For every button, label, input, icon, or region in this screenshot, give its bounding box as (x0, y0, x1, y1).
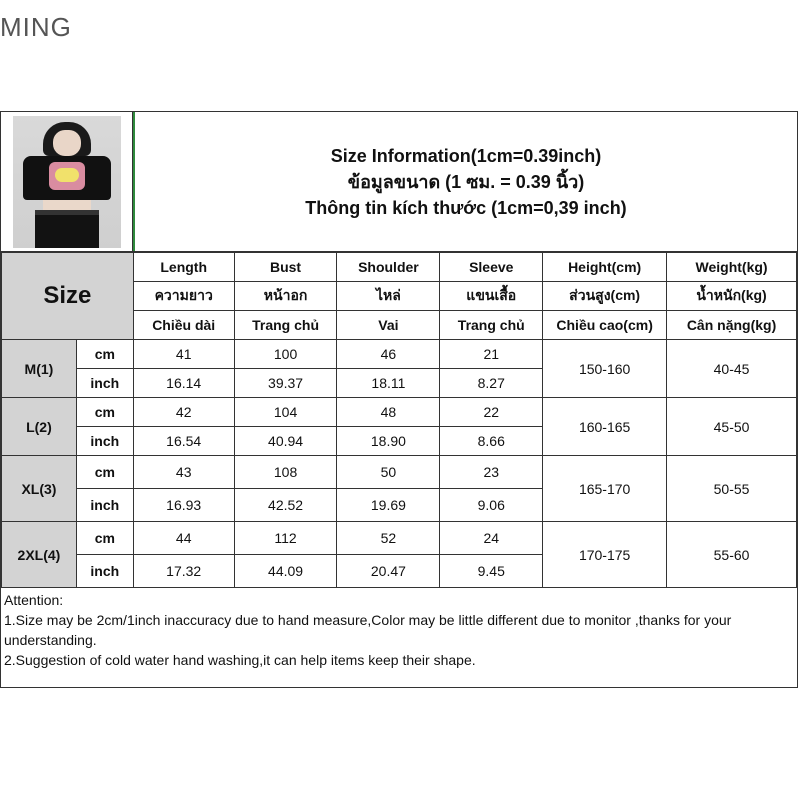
value-sleeve-inch: 8.27 (440, 369, 543, 398)
value-weight: 50-55 (667, 456, 797, 522)
col-header-sleeve-th: แขนเสื้อ (440, 282, 543, 311)
value-length-inch: 16.54 (133, 427, 234, 456)
value-length-cm: 42 (133, 398, 234, 427)
size-table (1, 252, 797, 588)
product-photo (13, 116, 121, 248)
size-header: Size (2, 253, 134, 340)
col-header-bust-vi: Trang chủ (234, 311, 337, 340)
value-height: 170-175 (543, 522, 667, 588)
value-bust-inch: 44.09 (234, 555, 337, 588)
attention-line-2: 2.Suggestion of cold water hand washing,it can help items keep their shape. (4, 652, 476, 668)
attention-line-1: 1.Size may be 2cm/1inch inaccuracy due to hand measure,Color may be little different due to monitor ,thanks for your understanding. (4, 612, 732, 648)
col-header-height-th: ส่วนสูง(cm) (543, 282, 667, 311)
value-sleeve-cm: 24 (440, 522, 543, 555)
col-header-shoulder-vi: Vai (337, 311, 440, 340)
value-bust-cm: 100 (234, 340, 337, 369)
unit-cm: cm (76, 340, 133, 369)
value-height: 150-160 (543, 340, 667, 398)
col-header-bust-en: Bust (234, 253, 337, 282)
value-length-inch: 16.93 (133, 489, 234, 522)
value-sleeve-cm: 21 (440, 340, 543, 369)
info-header (1, 112, 797, 252)
size-info-title (135, 112, 797, 251)
col-header-height-en: Height(cm) (543, 253, 667, 282)
size-label-2xl: 2XL(4) (2, 522, 77, 588)
value-height: 165-170 (543, 456, 667, 522)
value-sleeve-inch: 9.06 (440, 489, 543, 522)
unit-inch: inch (76, 489, 133, 522)
unit-inch: inch (76, 555, 133, 588)
value-bust-inch: 42.52 (234, 489, 337, 522)
value-bust-cm: 104 (234, 398, 337, 427)
value-height: 160-165 (543, 398, 667, 456)
value-shoulder-cm: 52 (337, 522, 440, 555)
value-shoulder-cm: 48 (337, 398, 440, 427)
value-shoulder-cm: 50 (337, 456, 440, 489)
unit-inch: inch (76, 369, 133, 398)
value-length-inch: 17.32 (133, 555, 234, 588)
value-bust-cm: 112 (234, 522, 337, 555)
value-weight: 45-50 (667, 398, 797, 456)
value-sleeve-inch: 9.45 (440, 555, 543, 588)
col-header-weight-vi: Cân nặng(kg) (667, 311, 797, 340)
col-header-length-vi: Chiều dài (133, 311, 234, 340)
info-line-en: Size Information(1cm=0.39inch) (330, 145, 602, 166)
unit-cm: cm (76, 456, 133, 489)
value-length-cm: 43 (133, 456, 234, 489)
col-header-sleeve-en: Sleeve (440, 253, 543, 282)
value-weight: 55-60 (667, 522, 797, 588)
col-header-weight-en: Weight(kg) (667, 253, 797, 282)
value-bust-cm: 108 (234, 456, 337, 489)
info-line-th: ข้อมูลขนาด (1 ซม. = 0.39 นิ้ว) (347, 171, 585, 192)
col-header-bust-th: หน้าอก (234, 282, 337, 311)
value-shoulder-inch: 20.47 (337, 555, 440, 588)
unit-inch: inch (76, 427, 133, 456)
value-sleeve-inch: 8.66 (440, 427, 543, 456)
col-header-height-vi: Chiều cao(cm) (543, 311, 667, 340)
brand-logo: MING (0, 12, 72, 42)
value-shoulder-cm: 46 (337, 340, 440, 369)
size-label-m: M(1) (2, 340, 77, 398)
value-sleeve-cm: 22 (440, 398, 543, 427)
value-length-cm: 44 (133, 522, 234, 555)
col-header-weight-th: น้ำหนัก(kg) (667, 282, 797, 311)
value-bust-inch: 39.37 (234, 369, 337, 398)
attention-title: Attention: (4, 592, 64, 608)
unit-cm: cm (76, 398, 133, 427)
size-chart (0, 111, 798, 688)
info-line-vi: Thông tin kích thước (1cm=0,39 inch) (305, 197, 627, 218)
value-shoulder-inch: 18.90 (337, 427, 440, 456)
col-header-length-en: Length (133, 253, 234, 282)
value-weight: 40-45 (667, 340, 797, 398)
col-header-sleeve-vi: Trang chủ (440, 311, 543, 340)
value-length-cm: 41 (133, 340, 234, 369)
value-length-inch: 16.14 (133, 369, 234, 398)
value-shoulder-inch: 19.69 (337, 489, 440, 522)
size-label-xl: XL(3) (2, 456, 77, 522)
attention-notes (4, 590, 794, 670)
col-header-shoulder-th: ไหล่ (337, 282, 440, 311)
unit-cm: cm (76, 522, 133, 555)
value-sleeve-cm: 23 (440, 456, 543, 489)
col-header-length-th: ความยาว (133, 282, 234, 311)
value-bust-inch: 40.94 (234, 427, 337, 456)
col-header-shoulder-en: Shoulder (337, 253, 440, 282)
size-label-l: L(2) (2, 398, 77, 456)
value-shoulder-inch: 18.11 (337, 369, 440, 398)
